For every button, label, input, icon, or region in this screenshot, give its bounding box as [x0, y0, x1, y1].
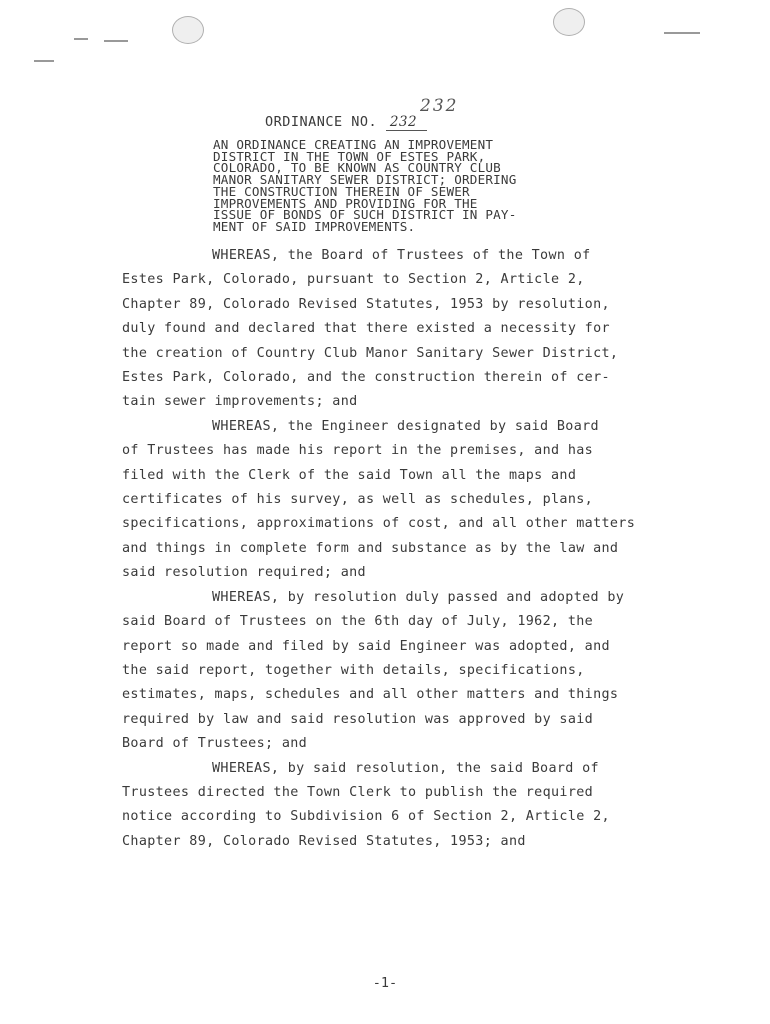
- body-line: duly found and declared that there existed a necessity for: [122, 321, 610, 337]
- caption-line: THE CONSTRUCTION THEREIN OF SEWER: [213, 183, 470, 199]
- ordinance-caption: [213, 139, 593, 233]
- body-line: Trustees directed the Town Clerk to publish the required: [122, 784, 594, 800]
- body-line: certificates of his survey, as well as schedules, plans,: [122, 492, 594, 508]
- whereas-paragraph-4: [122, 757, 682, 855]
- caption-line: MENT OF SAID IMPROVEMENTS.: [213, 218, 416, 234]
- scan-speck: [34, 60, 54, 62]
- caption-line: IMPROVEMENTS AND PROVIDING FOR THE: [213, 195, 478, 211]
- caption-line: AN ORDINANCE CREATING AN IMPROVEMENT: [213, 137, 494, 152]
- scan-speck: [104, 40, 128, 42]
- punch-hole-right: [553, 8, 585, 36]
- body-line: estimates, maps, schedules and all other matters and things: [122, 687, 619, 703]
- handwritten-ordinance-number: 232: [420, 96, 459, 116]
- title-number: 232: [386, 114, 427, 131]
- body-line: of Trustees has made his report in the premises, and has: [122, 443, 594, 459]
- caption-line: DISTRICT IN THE TOWN OF ESTES PARK,: [213, 148, 486, 164]
- ordinance-body: [122, 244, 682, 854]
- body-line: specifications, approximations of cost, and all other matters: [122, 516, 636, 532]
- whereas-paragraph-1: [122, 244, 682, 415]
- punch-hole-left: [172, 16, 204, 44]
- page-number: -1-: [372, 975, 398, 991]
- title-prefix: ORDINANCE NO.: [265, 114, 378, 130]
- body-line: said resolution required; and: [122, 565, 366, 581]
- body-line: the said report, together with details, specifications,: [122, 662, 585, 678]
- body-line: WHEREAS, the Board of Trustees of the Town of: [212, 248, 591, 263]
- body-line: Estes Park, Colorado, pursuant to Section 2, Article 2,: [122, 272, 585, 288]
- caption-line: COLORADO, TO BE KNOWN AS COUNTRY CLUB: [213, 160, 501, 176]
- scan-speck: [664, 32, 700, 34]
- whereas-paragraph-3: [122, 586, 682, 757]
- body-line: Chapter 89, Colorado Revised Statutes, 1953; and: [122, 833, 526, 849]
- body-line: tain sewer improvements; and: [122, 394, 358, 410]
- ordinance-title: [265, 114, 427, 130]
- body-line: Estes Park, Colorado, and the construction therein of cer-: [122, 370, 610, 386]
- body-line: said Board of Trustees on the 6th day of July, 1962, the: [122, 614, 594, 630]
- body-line: WHEREAS, by resolution duly passed and adopted by: [212, 589, 625, 605]
- body-line: WHEREAS, by said resolution, the said Board of: [212, 760, 599, 776]
- body-line: report so made and filed by said Engineer was adopted, and: [122, 638, 610, 654]
- body-line: WHEREAS, the Engineer designated by said Board: [212, 418, 599, 434]
- body-line: the creation of Country Club Manor Sanitary Sewer District,: [122, 345, 619, 361]
- body-line: notice according to Subdivision 6 of Section 2, Article 2,: [122, 809, 610, 825]
- body-line: and things in complete form and substance as by the law and: [122, 540, 619, 556]
- body-line: Chapter 89, Colorado Revised Statutes, 1953 by resolution,: [122, 296, 610, 312]
- body-line: Board of Trustees; and: [122, 736, 308, 752]
- scan-speck: [74, 38, 88, 40]
- caption-line: ISSUE OF BONDS OF SUCH DISTRICT IN PAY-: [213, 207, 517, 223]
- body-line: required by law and said resolution was approved by said: [122, 711, 594, 727]
- whereas-paragraph-2: [122, 415, 682, 586]
- body-line: filed with the Clerk of the said Town all the maps and: [122, 467, 577, 483]
- caption-line: MANOR SANITARY SEWER DISTRICT; ORDERING: [213, 172, 517, 188]
